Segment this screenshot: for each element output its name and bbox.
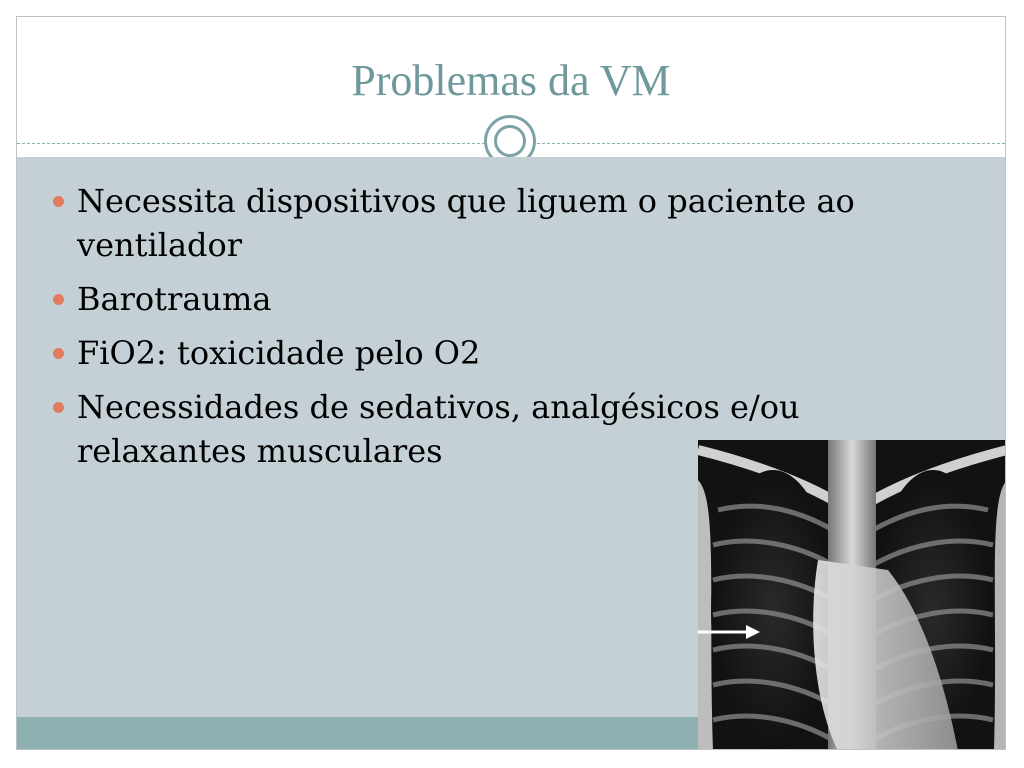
bullet-text: Barotrauma <box>77 280 272 318</box>
bullet-dot-icon <box>53 294 64 305</box>
slide <box>16 16 1006 750</box>
bullet-item <box>47 331 917 375</box>
bullet-list <box>47 179 917 483</box>
chest-xray-image <box>698 440 1006 750</box>
bullet-text: FiO2: toxicidade pelo O2 <box>77 334 481 372</box>
bullet-dot-icon <box>53 402 64 413</box>
slide-title: Problemas da VM <box>351 56 671 105</box>
circle-ornament-inner <box>494 125 526 157</box>
bullet-dot-icon <box>53 196 64 207</box>
bullet-item <box>47 277 917 321</box>
bullet-text: Necessidades de sedativos, analgésicos e/ou relaxantes musculares <box>77 388 800 470</box>
chest-xray-graphic <box>698 440 1006 750</box>
bullet-dot-icon <box>53 348 64 359</box>
bullet-item <box>47 179 917 267</box>
bullet-text: Necessita dispositivos que liguem o paciente ao ventilador <box>77 182 855 264</box>
